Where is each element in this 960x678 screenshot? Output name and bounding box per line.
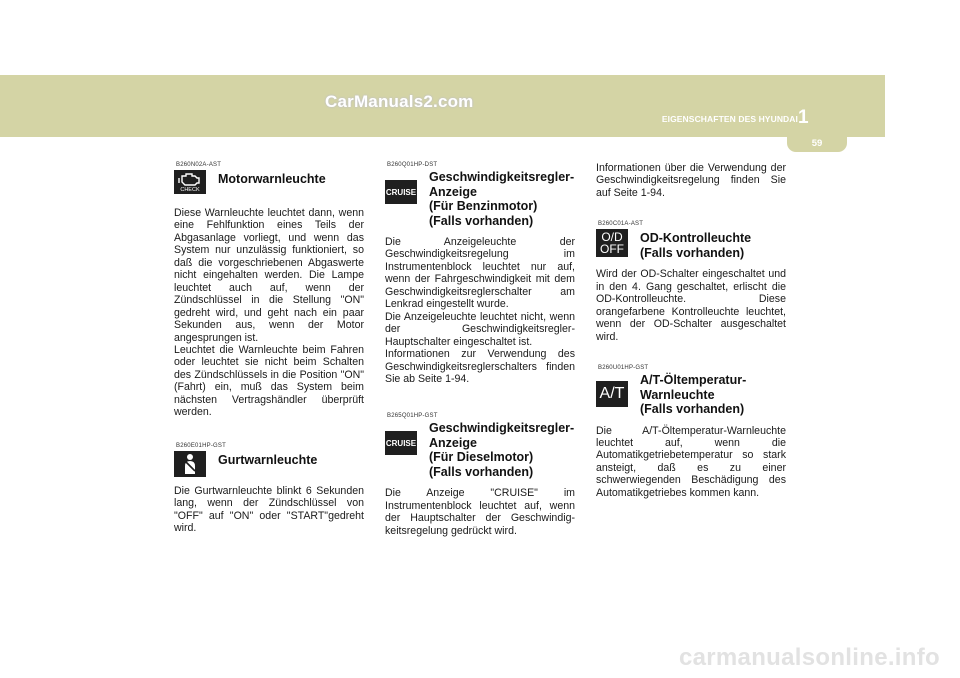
column-3	[596, 162, 786, 499]
at-label: A/T	[599, 385, 625, 403]
entry-code: B260Q01HP-DST	[387, 162, 438, 168]
cruise-label: CRUISE	[385, 438, 417, 448]
entry-cruise-benzin	[385, 162, 575, 385]
cruise-icon	[385, 431, 417, 455]
watermark-bottom: carmanualsonline.info	[678, 644, 940, 671]
chapter-number: 1	[798, 107, 809, 128]
entry-body: Die A/T-Öltemperatur-Warnleuchte leuchtet auf, wenn die Automatikgetriebetemperatur so stark ansteigt, daß es zu einer schwerwiegenden Beschädigung des Automatikgetriebes kommen kann.	[596, 424, 786, 499]
entry-gurtwarnleuchte	[174, 443, 364, 535]
entry-heading: Geschwindigkeitsregler- Anzeige (Für Benzinmotor) (Falls vorhanden)	[429, 170, 575, 228]
column-2	[385, 162, 575, 537]
entry-code: B265Q01HP-GST	[387, 413, 438, 420]
watermark-top: CarManuals2.com	[325, 92, 474, 111]
at-temperature-icon	[596, 381, 628, 407]
entry-body: Wird der OD-Schalter eingeschaltet und in den 4. Gang geschaltet, erlischt die OD-Kontrolleuchte. Diese orangefarbene Kontrolleuchte leuchtet, wenn der OD-Schalter ausgeschaltet wird.	[596, 268, 786, 343]
entry-code: B260E01HP-GST	[176, 442, 226, 449]
entry-motorwarnleuchte	[174, 162, 364, 419]
od-off-icon	[596, 229, 628, 257]
entry-heading: OD-Kontrolleuchte (Falls vorhanden)	[640, 231, 752, 260]
entry-body: Die Anzeigeleuchte der Geschwindigkeitsregelung im Instrumentenblock leuchtet nur auf, wenn der Fahrgeschwindigkeit mit dem Geschwindigkeitsreglerschalter am Lenkrad eingestellt wurde. Die Anzeigeleuchte leuchtet nicht, wenn der Geschwindigkeitsregler-Hauptschalter eingeschaltet ist. Informationen zur Verwendung des Geschwindigkeitsreglerschalters finden Sie ab Seite 1-94.	[385, 236, 575, 385]
entry-code: B260C01A-AST	[598, 221, 644, 228]
entry-heading: Gurtwarnleuchte	[218, 452, 318, 467]
entry-body: Die Anzeige "CRUISE" im Instrumentenblock leuchtet auf, wenn der Hauptschalter der Geschwindig-keitsregelung gedrückt wird.	[385, 487, 575, 537]
column-1	[174, 162, 364, 535]
section-title: EIGENSCHAFTEN DES HYUNDAI	[661, 114, 798, 124]
page-number: 59	[811, 137, 823, 149]
check-label: CHECK	[180, 187, 200, 193]
od-label: O/D	[601, 230, 623, 245]
entry-heading: Motorwarnleuchte	[218, 172, 326, 186]
page-tab	[787, 134, 847, 152]
entry-body: Die Gurtwarnleuchte blinkt 6 Sekunden lang, wenn der Zündschlüssel von "OFF" auf "ON" oder "START"gedreht wird.	[174, 484, 364, 535]
cruise-reference-text: Informationen über die Verwendung der Geschwindigkeitsregelung finden Sie auf Seite 1-94.	[596, 162, 786, 199]
seatbelt-icon	[174, 451, 206, 477]
entry-at-oeltemperatur	[596, 365, 786, 499]
entry-od-kontrolleuchte	[596, 221, 786, 343]
entry-heading: Geschwindigkeitsregler- Anzeige (Für Dieselmotor) (Falls vorhanden)	[429, 421, 575, 479]
header-band-gap	[885, 75, 960, 137]
entry-cruise-diesel	[385, 413, 575, 537]
entry-body: Diese Warnleuchte leuchtet dann, wenn eine Fehlfunktion eines Teils der Abgasanlage vorliegt, und wenn das System nur unzulässig funktioniert, so daß die vorgeschriebenen Abgaswerte nicht eingehalten werden. Die Lampe leuchtet auch auf, wenn der Zündschlüssel in die Stellung "ON" gedreht wird, und geht nach ein paar Sekunden aus, wenn der Motor angesprungen ist. Leuchtet die Warnleuchte beim Fahren oder leuchtet sie nicht beim Schalten des Zündschlüssels in die Position "ON" (Fahrt) ein, muß das System beim nächsten Vertragshändler überprüft werden.	[174, 207, 364, 419]
cruise-label: CRUISE	[385, 187, 417, 197]
check-engine-icon	[174, 170, 206, 194]
entry-code: B260U01HP-GST	[598, 365, 649, 372]
cruise-icon	[385, 180, 417, 204]
off-label: OFF	[600, 242, 624, 257]
entry-heading: A/T-Öltemperatur- Warnleuchte (Falls vorhanden)	[640, 373, 747, 417]
entry-code: B260N02A-AST	[176, 162, 222, 168]
